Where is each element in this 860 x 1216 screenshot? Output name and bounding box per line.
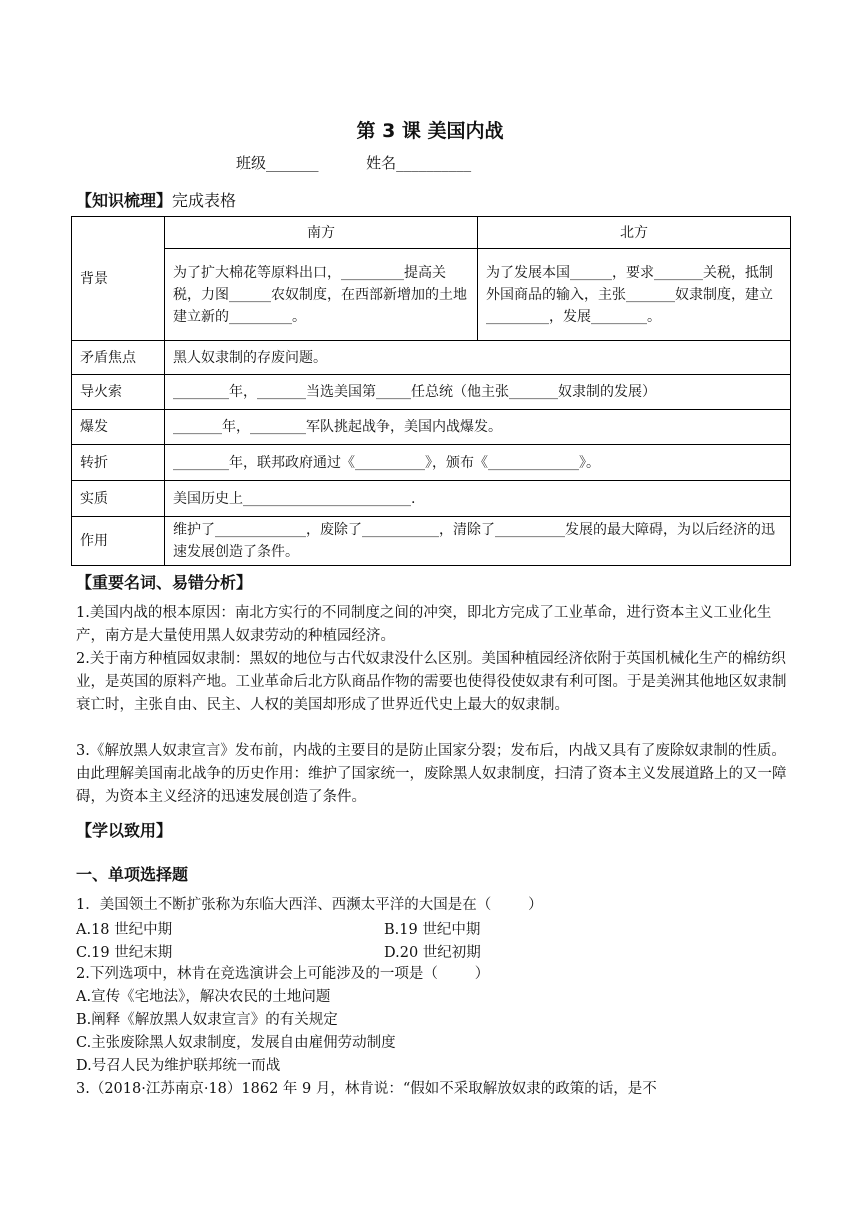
analysis-paragraph-3: 3.《解放黑人奴隶宣言》发布前，内战的主要目的是防止国家分裂；发布后，内战又具有了废除奴隶制的性质。由此理解美国南北战争的历史作用：维护了国家统一，废除黑人奴隶制度，扫清了资本主义发展道路上的又一障碍，为资本主义经济的迅速发展创造了条件。 bbox=[76, 743, 787, 805]
section-analysis-heading: 【重要名词、易错分析】 bbox=[76, 573, 253, 592]
row-text: 维护了_____________，废除了___________，清除了__________发展的最大障碍，为以后经济的迅速发展创造了条件。 bbox=[165, 517, 791, 566]
section-knowledge-bold: 【知识梳理】 bbox=[76, 191, 173, 210]
class-name-line: 班级_______ 姓名__________ bbox=[236, 154, 472, 172]
table-row bbox=[72, 341, 791, 375]
cell-north-background: 为了发展本国______，要求_______关税，抵制外国商品的输入，主张_______奴隶制度，建立_________，发展________。 bbox=[478, 249, 791, 341]
row-label: 爆发 bbox=[72, 410, 165, 445]
row-text: ________年，_______当选美国第_____任总统（他主张_______奴隶制的发展） bbox=[165, 375, 791, 410]
table-row bbox=[72, 481, 791, 517]
q2-option-b: B.阐释《解放黑人奴隶宣言》的有关规定 bbox=[76, 1012, 338, 1028]
q2-option-a: A.宣传《宅地法》，解决农民的土地问题 bbox=[76, 989, 331, 1005]
table-header-row bbox=[72, 217, 791, 249]
section-choice-heading: 一、单项选择题 bbox=[76, 865, 189, 884]
table-row bbox=[72, 410, 791, 445]
page-title: 第 3 课 美国内战 bbox=[356, 120, 504, 142]
row-text: 美国历史上________________________. bbox=[165, 481, 791, 517]
row-label: 转折 bbox=[72, 445, 165, 481]
row-label: 背景 bbox=[72, 217, 165, 341]
q1-option-b: B.19 世纪中期 bbox=[384, 922, 481, 938]
q2-option-d: D.号召人民为维护联邦统一而战 bbox=[76, 1058, 281, 1074]
section-knowledge-heading bbox=[76, 188, 236, 211]
cell-south-background: 为了扩大棉花等原料出口，_________提高关税，力图______农奴制度，在西部新增加的土地建立新的_________。 bbox=[165, 249, 478, 341]
row-label: 实质 bbox=[72, 481, 165, 517]
header-south: 南方 bbox=[165, 217, 478, 249]
section-knowledge-normal: 完成表格 bbox=[172, 191, 237, 210]
table-row bbox=[72, 249, 791, 341]
row-text: _______年，________军队挑起战争，美国内战爆发。 bbox=[165, 410, 791, 445]
question-1-stem: 1．美国领土不断扩张称为东临大西洋、西濒太平洋的大国是在（ ） bbox=[76, 897, 543, 913]
analysis-paragraph-1: 1.美国内战的根本原因：南北方实行的不同制度之间的冲突，即北方完成了工业革命，进行资本主义工业化生产，南方是大量使用黑人奴隶劳动的种植园经济。 bbox=[76, 605, 772, 644]
q1-option-a: A.18 世纪中期 bbox=[76, 922, 173, 938]
q1-option-d: D.20 世纪初期 bbox=[384, 945, 481, 961]
question-3-stem: 3.（2018·江苏南京·18）1862 年 9 月，林肯说：“假如不采取解放奴隶的政策的话，是不 bbox=[76, 1081, 657, 1097]
row-text: ________年，联邦政府通过《__________》，颁布《_____________》。 bbox=[165, 445, 791, 481]
knowledge-table bbox=[71, 216, 791, 566]
table-row bbox=[72, 375, 791, 410]
header-north: 北方 bbox=[478, 217, 791, 249]
section-apply-heading: 【学以致用】 bbox=[76, 821, 173, 840]
row-label: 矛盾焦点 bbox=[72, 341, 165, 375]
question-2-stem: 2.下列选项中，林肯在竞选演讲会上可能涉及的一项是（ ） bbox=[76, 966, 490, 982]
row-label: 作用 bbox=[72, 517, 165, 566]
table-row bbox=[72, 445, 791, 481]
q1-option-c: C.19 世纪末期 bbox=[76, 945, 173, 961]
q2-option-c: C.主张废除黑人奴隶制度，发展自由雇佣劳动制度 bbox=[76, 1035, 396, 1051]
analysis-paragraph-2: 2.关于南方种植园奴隶制：黑奴的地位与古代奴隶没什么区别。美国种植园经济依附于英国机械化生产的棉纺织业，是英国的原料产地。工业革命后北方队商品作物的需要也使得役使奴隶有利可图。于是美洲其他地区奴隶制衰亡时，主张自由、民主、人权的美国却形成了世界近代史上最大的奴隶制。 bbox=[76, 651, 787, 713]
table-row bbox=[72, 517, 791, 566]
row-text: 黑人奴隶制的存废问题。 bbox=[165, 341, 791, 375]
row-label: 导火索 bbox=[72, 375, 165, 410]
